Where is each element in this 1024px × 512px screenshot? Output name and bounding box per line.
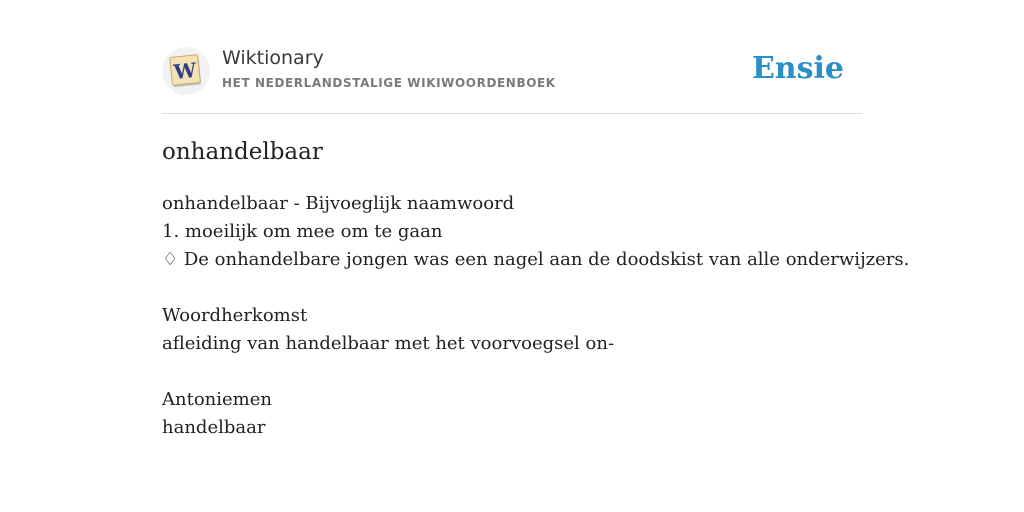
svg-text:W: W — [172, 57, 198, 85]
site-tagline: HET NEDERLANDSTALIGE WIKIWOORDENBOEK — [222, 76, 556, 90]
antonyms-heading: Antoniemen — [162, 389, 272, 410]
example-1: ♢ De onhandelbare jongen was een nagel aan de doodskist van alle onderwijzers. — [162, 249, 910, 270]
sense-1: 1. moeilijk om mee om te gaan — [162, 221, 443, 242]
antonyms-text: handelbaar — [162, 417, 266, 438]
definition-heading: onhandelbaar - Bijvoeglijk naamwoord — [162, 193, 515, 214]
page-container — [162, 0, 910, 512]
ensie-brand-link[interactable]: Ensie — [751, 51, 844, 86]
wiktionary-logo-icon[interactable] — [162, 47, 210, 95]
entry-content — [162, 190, 910, 442]
site-name[interactable]: Wiktionary — [222, 47, 324, 69]
page-title: onhandelbaar — [162, 139, 323, 165]
header-divider — [162, 113, 862, 114]
wiktionary-w-tile-icon — [162, 47, 210, 95]
etymology-text: afleiding van handelbaar met het voorvoegsel on- — [162, 333, 615, 354]
site-header — [162, 46, 862, 96]
spacer — [162, 274, 862, 302]
etymology-heading: Woordherkomst — [162, 305, 308, 326]
spacer — [162, 358, 862, 386]
